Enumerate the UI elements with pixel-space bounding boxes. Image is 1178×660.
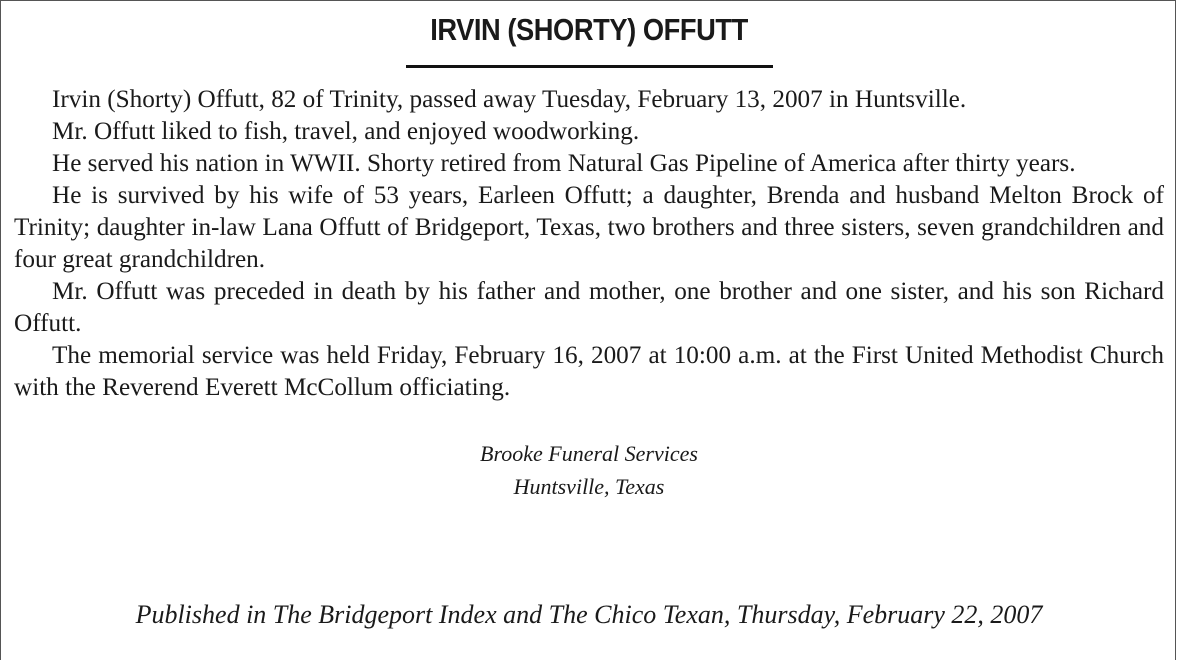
title-underline bbox=[406, 65, 773, 68]
paragraph-death-notice: Irvin (Shorty) Offutt, 82 of Trinity, passed away Tuesday, February 13, 2007 in Huntsville. bbox=[52, 86, 967, 113]
funeral-home-location: Huntsville, Texas bbox=[513, 474, 665, 499]
paragraph-preceded: Mr. Offutt was preceded in death by his father and mother, one brother and one sister, and his son Richard Offutt. bbox=[14, 278, 1164, 337]
paragraph-memorial: The memorial service was held Friday, February 16, 2007 at 10:00 a.m. at the First United Methodist Church with the Reverend Everett McCollum officiating. bbox=[14, 342, 1164, 401]
paragraph-hobbies: Mr. Offutt liked to fish, travel, and enjoyed woodworking. bbox=[52, 118, 640, 145]
publication-note: Published in The Bridgeport Index and The Chico Texan, Thursday, February 22, 2007 bbox=[135, 600, 1043, 629]
obituary-title: IRVIN (SHORTY) OFFUTT bbox=[430, 12, 748, 47]
funeral-home-name: Brooke Funeral Services bbox=[480, 441, 698, 466]
obituary-body bbox=[14, 84, 1164, 404]
paragraph-survivors: He is survived by his wife of 53 years, Earleen Offutt; a daughter, Brenda and husband Melton Brock of Trinity; daughter in-law Lana Offutt of Bridgeport, Texas, two brothers and three sisters, seven grandchildren and four great grandchildren. bbox=[14, 182, 1164, 273]
paragraph-service-career: He served his nation in WWII. Shorty retired from Natural Gas Pipeline of America after thirty years. bbox=[52, 150, 1076, 177]
